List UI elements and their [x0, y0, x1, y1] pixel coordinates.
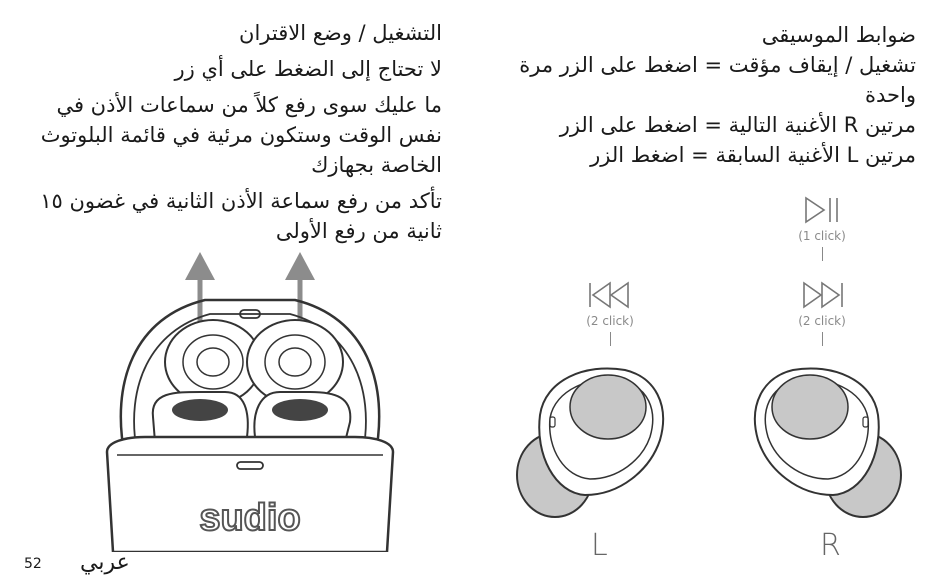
pairing-line-2: ما عليك سوى رفع كلاً من سماعات الأذن في نفس الوقت وستكون مرئية في قائمة البلوتوث الخاصة بجهازك: [40, 93, 442, 177]
earbud-right-in-case: [247, 320, 350, 442]
pairing-heading: التشغيل / وضع الاقتران: [239, 21, 442, 45]
previous-track-icon: [586, 280, 634, 310]
play-pause-control: [782, 195, 862, 265]
case-brand-logo: sudio: [199, 497, 301, 539]
next-click-label: (2 click): [798, 314, 846, 328]
next-track-control: [782, 280, 862, 350]
previous-track-control: [570, 280, 650, 350]
music-heading: ضوابط الموسيقى: [761, 23, 916, 47]
play-pause-click-label: (1 click): [798, 229, 846, 243]
footer-language: عربي: [80, 550, 130, 575]
right-earbud-illustration: [748, 355, 908, 525]
music-controls-section: [516, 20, 916, 170]
next-connector-line: [822, 332, 823, 346]
pairing-line-3: تأكد من رفع سماعة الأذن الثانية في غضون ١٥ ثانية من رفع الأولى: [40, 189, 442, 243]
earbud-left-in-case: [153, 320, 261, 442]
next-track-instruction: مرتين R الأغنية التالية = اضغط على الزر: [559, 113, 916, 137]
left-earbud-illustration: [510, 355, 670, 525]
previous-track-instruction: مرتين L الأغنية السابقة = اضغط الزر: [590, 143, 916, 167]
right-earbud-marker: R: [820, 528, 841, 563]
play-pause-connector-line: [822, 247, 823, 261]
left-earbud-marker: L: [591, 528, 608, 563]
charging-case-illustration: [95, 252, 395, 552]
pairing-line-1: لا تحتاج إلى الضغط على أي زر: [174, 57, 442, 81]
pairing-section: [12, 18, 442, 246]
previous-connector-line: [610, 332, 611, 346]
next-track-icon: [798, 280, 846, 310]
footer-page-number: 52: [24, 556, 42, 572]
play-pause-icon: [798, 195, 846, 225]
play-pause-instruction: تشغيل / إيقاف مؤقت = اضغط على الزر مرة واحدة: [519, 53, 916, 107]
previous-click-label: (2 click): [586, 314, 634, 328]
